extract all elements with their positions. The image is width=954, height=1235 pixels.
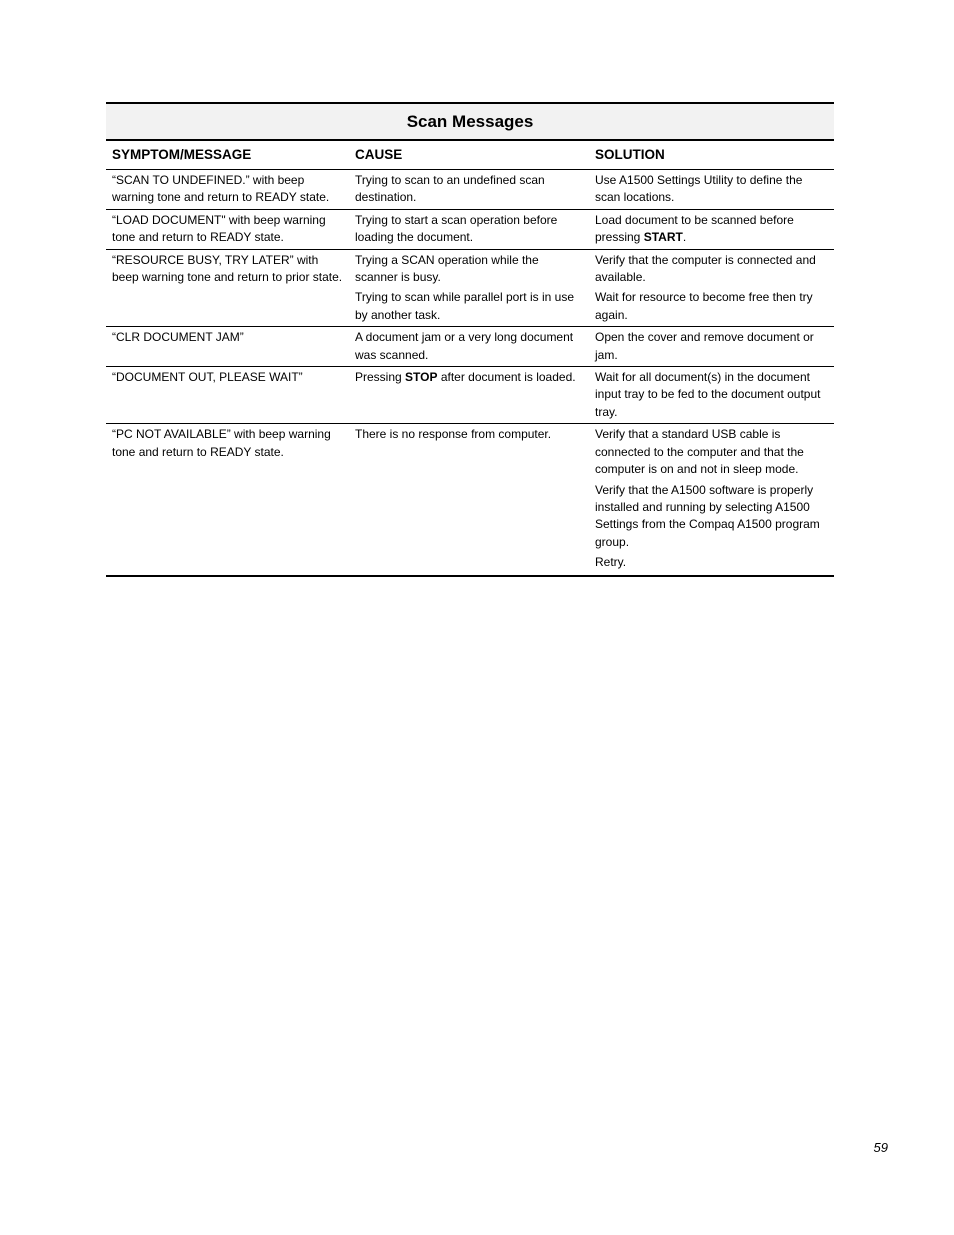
solution-text: Open the cover and remove document or jam. — [595, 330, 814, 362]
scan-messages-table — [106, 102, 834, 577]
cause-text: Trying a SCAN operation while the scanner is busy. — [355, 252, 539, 285]
solution-text: Verify that a standard USB cable is connected to the computer and that the computer is on and not in sleep mode. — [595, 427, 804, 477]
solution-text: Use A1500 Settings Utility to define the scan locations. — [595, 173, 803, 205]
cause-cell — [349, 170, 589, 210]
cause-cell — [349, 327, 589, 367]
cause-cell — [349, 424, 589, 576]
cause-text: A document jam or a very long document was scanned. — [355, 330, 574, 362]
table-row — [106, 209, 834, 249]
solution-cell — [589, 249, 834, 327]
column-header-symptom: SYMPTOM/MESSAGE — [106, 140, 349, 170]
cause-text: Trying to start a scan operation before loading the document. — [355, 212, 558, 245]
symptom-cell: “LOAD DOCUMENT" with beep warning tone and return to READY state. — [106, 209, 349, 249]
symptom-cell: “PC NOT AVAILABLE” with beep warning tone and return to READY state. — [106, 424, 349, 576]
solution-cell — [589, 209, 834, 249]
cause-keyword-stop: STOP — [405, 370, 438, 385]
table-header-row — [106, 140, 834, 170]
cause-text: Trying to scan to an undefined scan destination. — [355, 173, 545, 205]
cause-text-end: after document is loaded. — [437, 370, 576, 385]
cause-cell — [349, 367, 589, 424]
solution-cell — [589, 367, 834, 424]
solution-cell — [589, 424, 834, 576]
solution-text-end: . — [682, 230, 687, 245]
page-number: 59 — [873, 1140, 888, 1155]
column-header-solution: SOLUTION — [589, 140, 834, 170]
scan-messages-table-wrap — [106, 102, 834, 577]
table-row — [106, 170, 834, 210]
solution-cell — [589, 327, 834, 367]
cause-text: Trying to scan while parallel port is in use by another task. — [355, 290, 574, 322]
solution-text: Wait for all document(s) in the document input tray to be fed to the document output tray. — [595, 370, 821, 419]
table-title-row — [106, 103, 834, 140]
table-row — [106, 249, 834, 327]
column-header-cause: CAUSE — [349, 140, 589, 170]
solution-cell — [589, 170, 834, 210]
cause-text: Pressing — [355, 370, 406, 385]
table-row — [106, 367, 834, 424]
symptom-cell: “CLR DOCUMENT JAM” — [106, 327, 349, 367]
table-title: Scan Messages — [106, 103, 834, 140]
solution-text: Load document to be scanned before pressing — [595, 212, 794, 245]
cause-text: There is no response from computer. — [355, 427, 552, 442]
symptom-cell: “DOCUMENT OUT, PLEASE WAIT” — [106, 367, 349, 424]
cause-cell — [349, 249, 589, 327]
solution-text: Verify that the A1500 software is properly installed and running by selecting A1500 Settings from the Compaq A1500 program group. — [595, 482, 820, 549]
table-row — [106, 424, 834, 576]
table-row — [106, 327, 834, 367]
cause-cell — [349, 209, 589, 249]
solution-text: Wait for resource to become free then try again. — [595, 290, 813, 322]
solution-keyword-start: START — [643, 230, 683, 245]
solution-text: Retry. — [595, 555, 627, 570]
symptom-cell: “SCAN TO UNDEFINED.” with beep warning tone and return to READY state. — [106, 170, 349, 210]
solution-text: Verify that the computer is connected and available. — [595, 252, 816, 285]
symptom-cell: “RESOURCE BUSY, TRY LATER” with beep warning tone and return to prior state. — [106, 249, 349, 327]
